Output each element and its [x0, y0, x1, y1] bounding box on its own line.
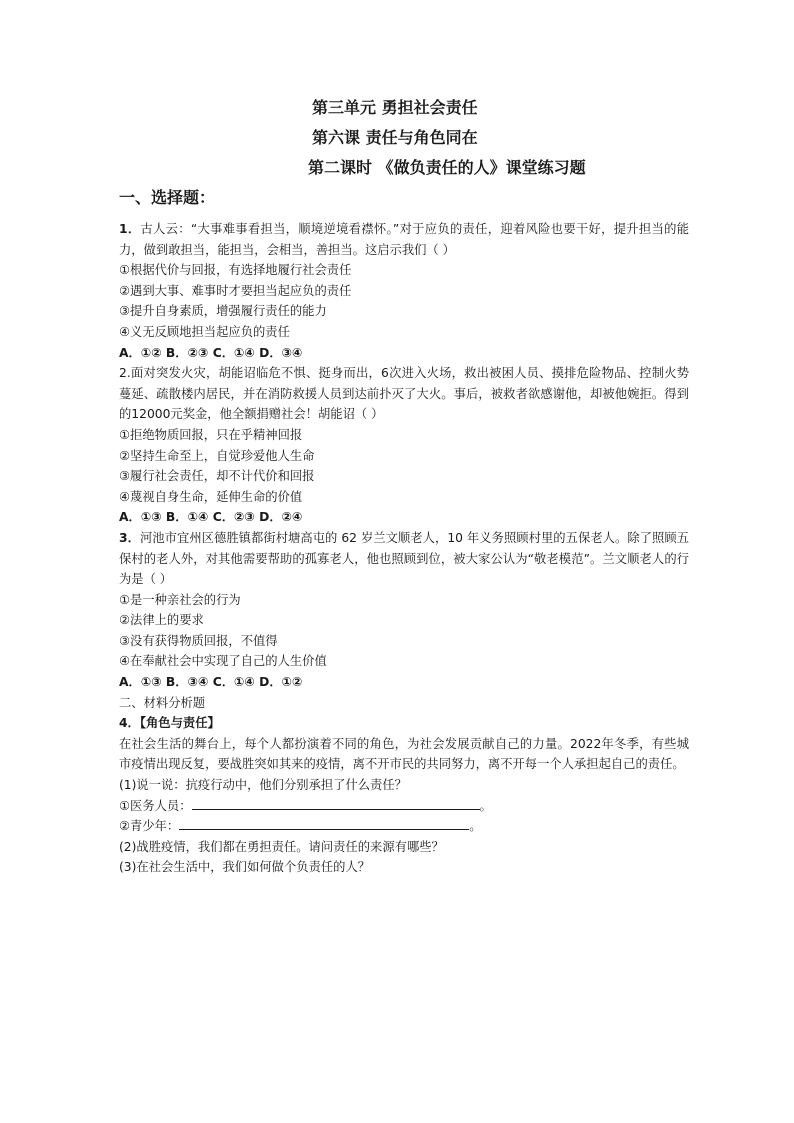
- question-1-stem: 古人云：“大事难事看担当，顺境逆境看襟怀。”对于应负的责任，迎着风险也要干好，提升担当的能力，做到敢担当，能担当，会相当，善担当。这启示我们（ ）: [119, 222, 689, 257]
- question-2-item: ③履行社会责任，却不计代价和回报: [119, 469, 315, 484]
- question-3-options: A．①③ B．③④ C．①④ D．①②: [119, 675, 303, 690]
- question-4-sub-3: (3)在社会生活中，我们如何做个负责任的人？: [119, 860, 371, 875]
- question-4-title: 4．【角色与责任】: [119, 716, 220, 731]
- question-2-item: ①拒绝物质回报，只在乎精神回报: [119, 427, 303, 442]
- period-title: 第二课时 《做负责任的人》课堂练习题: [308, 158, 586, 177]
- unit-title: 第三单元 勇担社会责任: [312, 98, 478, 117]
- question-4-material: 在社会生活的舞台上，每个人都扮演着不同的角色，为社会发展贡献自己的力量。2022年冬季，有些城市疫情出现反复，要战胜突如其来的疫情，离不开市民的共同努力，离不开每一个人承担起自己的责任。: [119, 736, 689, 772]
- answer-line-youth: [119, 816, 689, 837]
- section-choice-heading: 一、选择题：: [119, 188, 216, 207]
- question-2-options: A．①③ B．①④ C．②③ D．②④: [119, 510, 303, 525]
- question-4-sub-1: (1)说一说：抗疫行动中，他们分别承担了什么责任？: [119, 778, 407, 793]
- answer-youth-label: ②青少年：: [119, 819, 180, 834]
- answer-youth-end: 。: [469, 819, 482, 834]
- question-2-item: ②坚持生命至上，自觉珍爱他人生命: [119, 448, 315, 463]
- question-3: [119, 528, 689, 590]
- question-2-number: 2.: [119, 366, 131, 381]
- question-1-number: 1．: [119, 222, 141, 236]
- question-3-item: ④在奉献社会中实现了自己的人生价值: [119, 654, 327, 669]
- answer-medical-label: ①医务人员：: [119, 798, 192, 813]
- question-4-sub-2: (2)战胜疫情，我们都在勇担责任。请问责任的来源有哪些？: [119, 839, 444, 854]
- question-3-item: ②法律上的要求: [119, 613, 204, 628]
- question-1-options: A．①② B．②③ C．①④ D．③④: [119, 345, 303, 360]
- question-2: [119, 363, 689, 425]
- question-2-item: ④蔑视自身生命，延伸生命的价值: [119, 489, 303, 504]
- question-3-item: ①是一种亲社会的行为: [119, 592, 241, 607]
- question-3-stem: 河池市宜州区德胜镇都街村塘高屯的 62 岁兰文顺老人，10 年义务照顾村里的五保老人。除了照顾五保村的老人外，对其他需要帮助的孤寡老人，他也照顾到位，被大家公认为“敬老模范”。兰文顺老人的行为是（ ）: [119, 530, 689, 587]
- answer-medical-end: 。: [479, 798, 492, 813]
- answer-line-medical: [119, 796, 689, 817]
- answer-blank-medical[interactable]: [192, 796, 480, 810]
- question-1-item: ②遇到大事、难事时才要担当起应负的责任: [119, 283, 352, 298]
- worksheet-body: [119, 219, 689, 878]
- lesson-title: 第六课 责任与角色同在: [312, 128, 478, 147]
- section-analysis-heading: 二、材料分析题: [119, 695, 206, 710]
- question-1: [119, 219, 689, 260]
- question-1-item: ④义无反顾地担当起应负的责任: [119, 324, 290, 339]
- question-3-item: ③没有获得物质回报，不值得: [119, 633, 278, 648]
- question-1-item: ③提升自身素质，增强履行责任的能力: [119, 304, 327, 319]
- answer-blank-youth[interactable]: [179, 816, 469, 830]
- question-2-stem: 面对突发火灾，胡能诏临危不惧、挺身而出，6次进入火场，救出被困人员、摸排危险物品、控制火势蔓延、疏散楼内居民，并在消防救援人员到达前扑灭了大火。事后，被救者欲感谢他，却被他婉拒。得到的12000元奖金，他全额捐赠社会！胡能诏（ ）: [119, 366, 689, 422]
- question-3-number: 3．: [119, 530, 140, 545]
- question-1-item: ①根据代价与回报，有选择地履行社会责任: [119, 263, 352, 278]
